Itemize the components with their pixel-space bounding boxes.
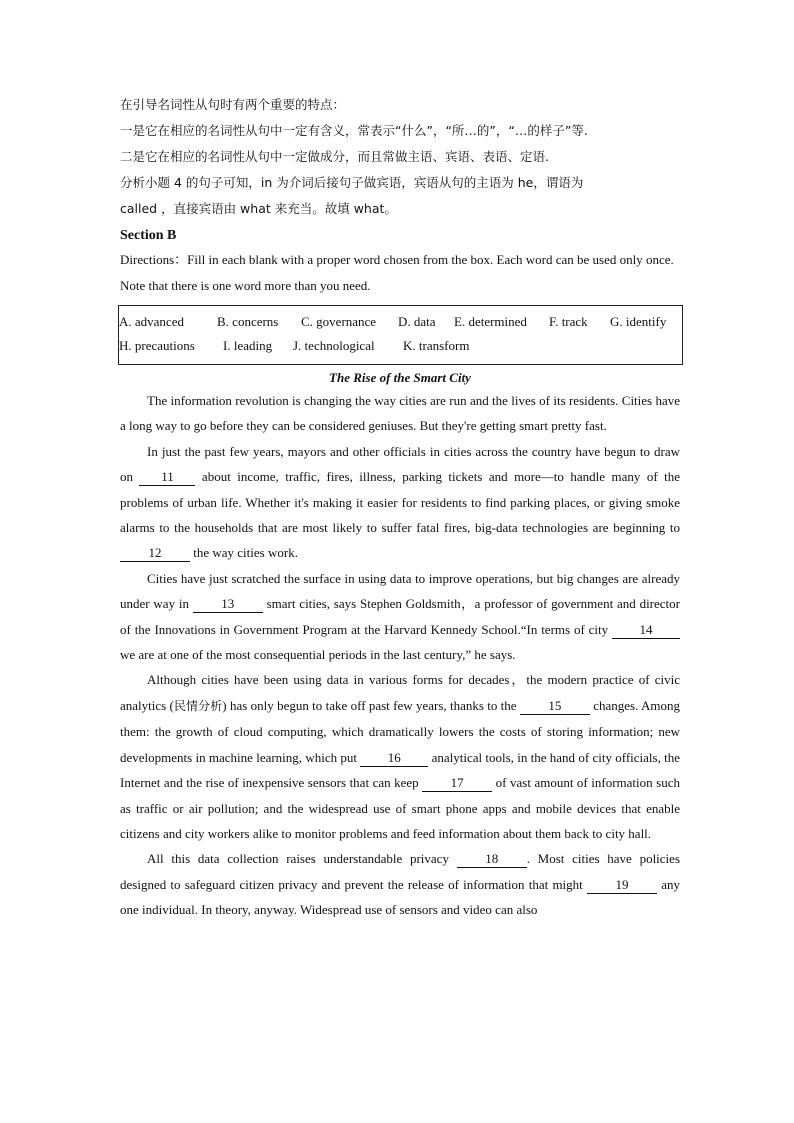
analysis-line: 一是它在相应的名词性从句中一定有含义，常表示“什么”，“所…的”，“…的样子”等. xyxy=(120,123,588,138)
word-box xyxy=(118,305,683,365)
paragraph-chinese-term: 民情分析 xyxy=(173,698,223,713)
paragraph-text: analytical tools, in the hand of city officials, the Internet and the rise of inexpensive sensors that can keep xyxy=(120,749,681,791)
paragraph-text: about income, traffic, fires, illness, parking tickets and more—to handle many of the problems of urban life. Whether it's making it easier for residents to find parking places, or giving smoke alarms to the households that are most likely to suffer fatal fires, big-data technologies are beginning to xyxy=(120,469,681,536)
paragraph-text: ) has only begun to take off past few years, thanks to the xyxy=(222,697,520,713)
analysis-section xyxy=(120,92,680,222)
answer-blank-17[interactable]: 17 xyxy=(422,775,492,792)
section-heading: Section B xyxy=(120,228,177,243)
paragraph-text: any one individual. In theory, anyway. Widespread use of sensors and video can also xyxy=(120,876,680,918)
answer-blank-11[interactable]: 11 xyxy=(139,469,195,486)
paragraph-text: of vast amount of information such as traffic or air pollution; and the widespread use of smart phone apps and mobile devices that enable citizens and city workers alike to monitor problems and feed information about them back to city hall. xyxy=(120,775,680,841)
word-option: F. track xyxy=(549,314,588,329)
word-option: I. leading xyxy=(223,338,273,353)
word-option: A. advanced xyxy=(119,314,184,329)
answer-blank-18[interactable]: 18 xyxy=(457,851,527,868)
document-page xyxy=(120,92,680,923)
word-option: J. technological xyxy=(293,338,375,353)
answer-blank-12[interactable]: 12 xyxy=(120,545,190,562)
passage-paragraph xyxy=(120,566,680,668)
analysis-line: called ，直接宾语由 what 来充当。故填 what。 xyxy=(120,201,397,216)
answer-blank-13[interactable]: 13 xyxy=(193,596,263,613)
word-box-row xyxy=(119,310,682,334)
word-option: H. precautions xyxy=(119,338,195,353)
analysis-line: 二是它在相应的名词性从句中一定做成分，而且常做主语、宾语、表语、定语. xyxy=(120,149,549,164)
paragraph-text: The information revolution is changing the way cities are run and the lives of its residents. Cities have a long way to go before they can be considered geniuses. But they're getting smart pretty fast. xyxy=(120,393,680,434)
answer-blank-16[interactable]: 16 xyxy=(360,750,428,767)
passage-paragraph xyxy=(120,667,680,846)
passage-paragraph xyxy=(120,388,680,439)
paragraph-text: . Most cities have policies designed to safeguard citizen privacy and prevent the release of information that might xyxy=(120,851,680,892)
word-option: K. transform xyxy=(403,338,470,353)
word-option: D. data xyxy=(398,314,436,329)
paragraph-text: Cities have just scratched the surface in using data to improve operations, but big changes are already under way in xyxy=(120,570,680,612)
paragraph-text: the way cities work. xyxy=(190,545,298,561)
passage-title: The Rise of the Smart City xyxy=(329,370,471,385)
word-option: E. determined xyxy=(454,314,527,329)
paragraph-text: In just the past few years, mayors and other officials in cities across the country have begun to draw on xyxy=(120,443,680,485)
answer-blank-14[interactable]: 14 xyxy=(612,622,680,639)
word-option: C. governance xyxy=(301,314,377,329)
word-box-row xyxy=(119,334,682,358)
passage-paragraph xyxy=(120,439,680,566)
word-option: G. identify xyxy=(610,314,667,329)
passage-paragraph xyxy=(120,846,680,922)
answer-blank-15[interactable]: 15 xyxy=(520,698,590,715)
analysis-line: 在引导名词性从句时有两个重要的特点： xyxy=(120,97,346,112)
paragraph-text: Although cities have been using data in various forms for decades，the modern practice of civic analytics ( xyxy=(120,672,680,713)
analysis-line: 分析小题 4 的句子可知，in 为介词后接句子做宾语，宾语从句的主语为 he，谓语为 xyxy=(120,175,584,190)
word-option: B. concerns xyxy=(217,314,279,329)
paragraph-text: we are at one of the most consequential periods in the last century,” he says. xyxy=(120,647,516,663)
paragraph-text: All this data collection raises understandable privacy xyxy=(147,851,457,867)
answer-blank-19[interactable]: 19 xyxy=(587,877,657,894)
paragraph-text: changes. Among them: the growth of cloud computing, which dramatically lowers the costs of storing information; new developments in machine learning, which put xyxy=(120,697,680,765)
directions-text: Directions：Fill in each blank with a proper word chosen from the box. Each word can be used only once. Note that there is one word more than you need. xyxy=(120,252,674,293)
paragraph-text: smart cities, says Stephen Goldsmith，a professor of government and director of the Innovations in Government Program at the Harvard Kennedy School.“In terms of city xyxy=(120,596,680,637)
